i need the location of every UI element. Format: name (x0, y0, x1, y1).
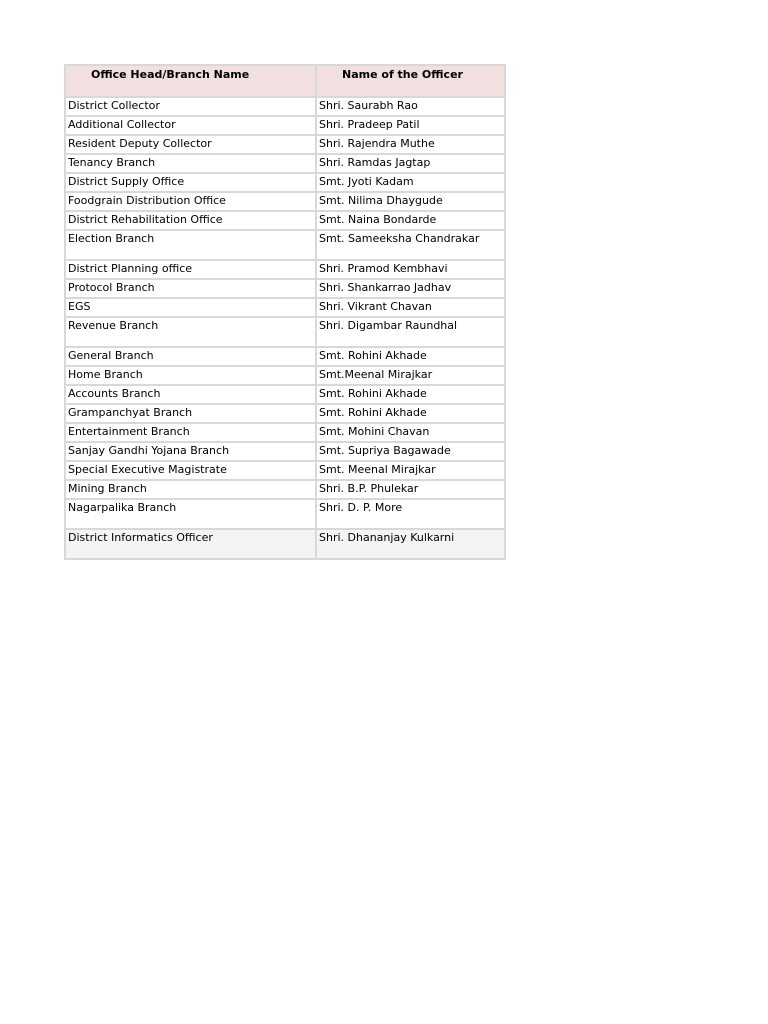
officer-cell: Shri. B.P. Phulekar (316, 480, 505, 499)
branch-cell: District Planning office (65, 260, 316, 279)
officer-cell: Shri. Pradeep Patil (316, 116, 505, 135)
branch-cell: Special Executive Magistrate (65, 461, 316, 480)
officer-cell: Shri. Rajendra Muthe (316, 135, 505, 154)
officer-cell: Smt. Jyoti Kadam (316, 173, 505, 192)
branch-cell: District Collector (65, 97, 316, 116)
table-row (65, 298, 505, 317)
branch-cell: Grampanchyat Branch (65, 404, 316, 423)
table-row (65, 211, 505, 230)
officer-cell: Smt. Rohini Akhade (316, 385, 505, 404)
table-row (65, 230, 505, 260)
officer-cell: Smt. Rohini Akhade (316, 404, 505, 423)
table-row (65, 116, 505, 135)
table-row (65, 154, 505, 173)
table-row (65, 499, 505, 529)
branch-cell: Tenancy Branch (65, 154, 316, 173)
header-branch-name: Office Head/Branch Name (65, 65, 316, 97)
officer-cell: Shri. Digambar Raundhal (316, 317, 505, 347)
table-row (65, 317, 505, 347)
officer-cell: Shri. Saurabh Rao (316, 97, 505, 116)
table-row (65, 173, 505, 192)
branch-cell: District Supply Office (65, 173, 316, 192)
branch-cell: EGS (65, 298, 316, 317)
header-officer-name: Name of the Officer (316, 65, 505, 97)
table-row (65, 135, 505, 154)
officer-cell: Shri. D. P. More (316, 499, 505, 529)
officer-cell: Smt. Sameeksha Chandrakar (316, 230, 505, 260)
branch-cell: Election Branch (65, 230, 316, 260)
branch-cell: District Informatics Officer (65, 529, 316, 559)
table-row (65, 423, 505, 442)
officer-cell: Smt. Mohini Chavan (316, 423, 505, 442)
table-row (65, 385, 505, 404)
table-row (65, 529, 505, 559)
officer-cell: Shri. Ramdas Jagtap (316, 154, 505, 173)
table-row (65, 461, 505, 480)
officer-cell: Shri. Shankarrao Jadhav (316, 279, 505, 298)
table-row (65, 404, 505, 423)
branch-cell: Foodgrain Distribution Office (65, 192, 316, 211)
officer-cell: Shri. Dhananjay Kulkarni (316, 529, 505, 559)
officer-cell: Smt. Naina Bondarde (316, 211, 505, 230)
branch-cell: Home Branch (65, 366, 316, 385)
officer-cell: Smt.Meenal Mirajkar (316, 366, 505, 385)
header-row (65, 65, 505, 97)
officer-cell: Shri. Vikrant Chavan (316, 298, 505, 317)
officer-cell: Smt. Meenal Mirajkar (316, 461, 505, 480)
table-row (65, 480, 505, 499)
branch-cell: District Rehabilitation Office (65, 211, 316, 230)
branch-cell: Entertainment Branch (65, 423, 316, 442)
table-row (65, 260, 505, 279)
branch-cell: Accounts Branch (65, 385, 316, 404)
officer-cell: Smt. Rohini Akhade (316, 347, 505, 366)
branch-cell: General Branch (65, 347, 316, 366)
branch-cell: Resident Deputy Collector (65, 135, 316, 154)
officer-cell: Smt. Nilima Dhaygude (316, 192, 505, 211)
branch-cell: Sanjay Gandhi Yojana Branch (65, 442, 316, 461)
branch-cell: Nagarpalika Branch (65, 499, 316, 529)
table-row (65, 442, 505, 461)
table-row (65, 97, 505, 116)
table-row (65, 279, 505, 298)
branch-cell: Revenue Branch (65, 317, 316, 347)
branch-cell: Mining Branch (65, 480, 316, 499)
branch-cell: Protocol Branch (65, 279, 316, 298)
officer-cell: Smt. Supriya Bagawade (316, 442, 505, 461)
branch-cell: Additional Collector (65, 116, 316, 135)
table-row (65, 347, 505, 366)
officer-table (64, 64, 506, 560)
table-row (65, 366, 505, 385)
officer-cell: Shri. Pramod Kembhavi (316, 260, 505, 279)
table-row (65, 192, 505, 211)
